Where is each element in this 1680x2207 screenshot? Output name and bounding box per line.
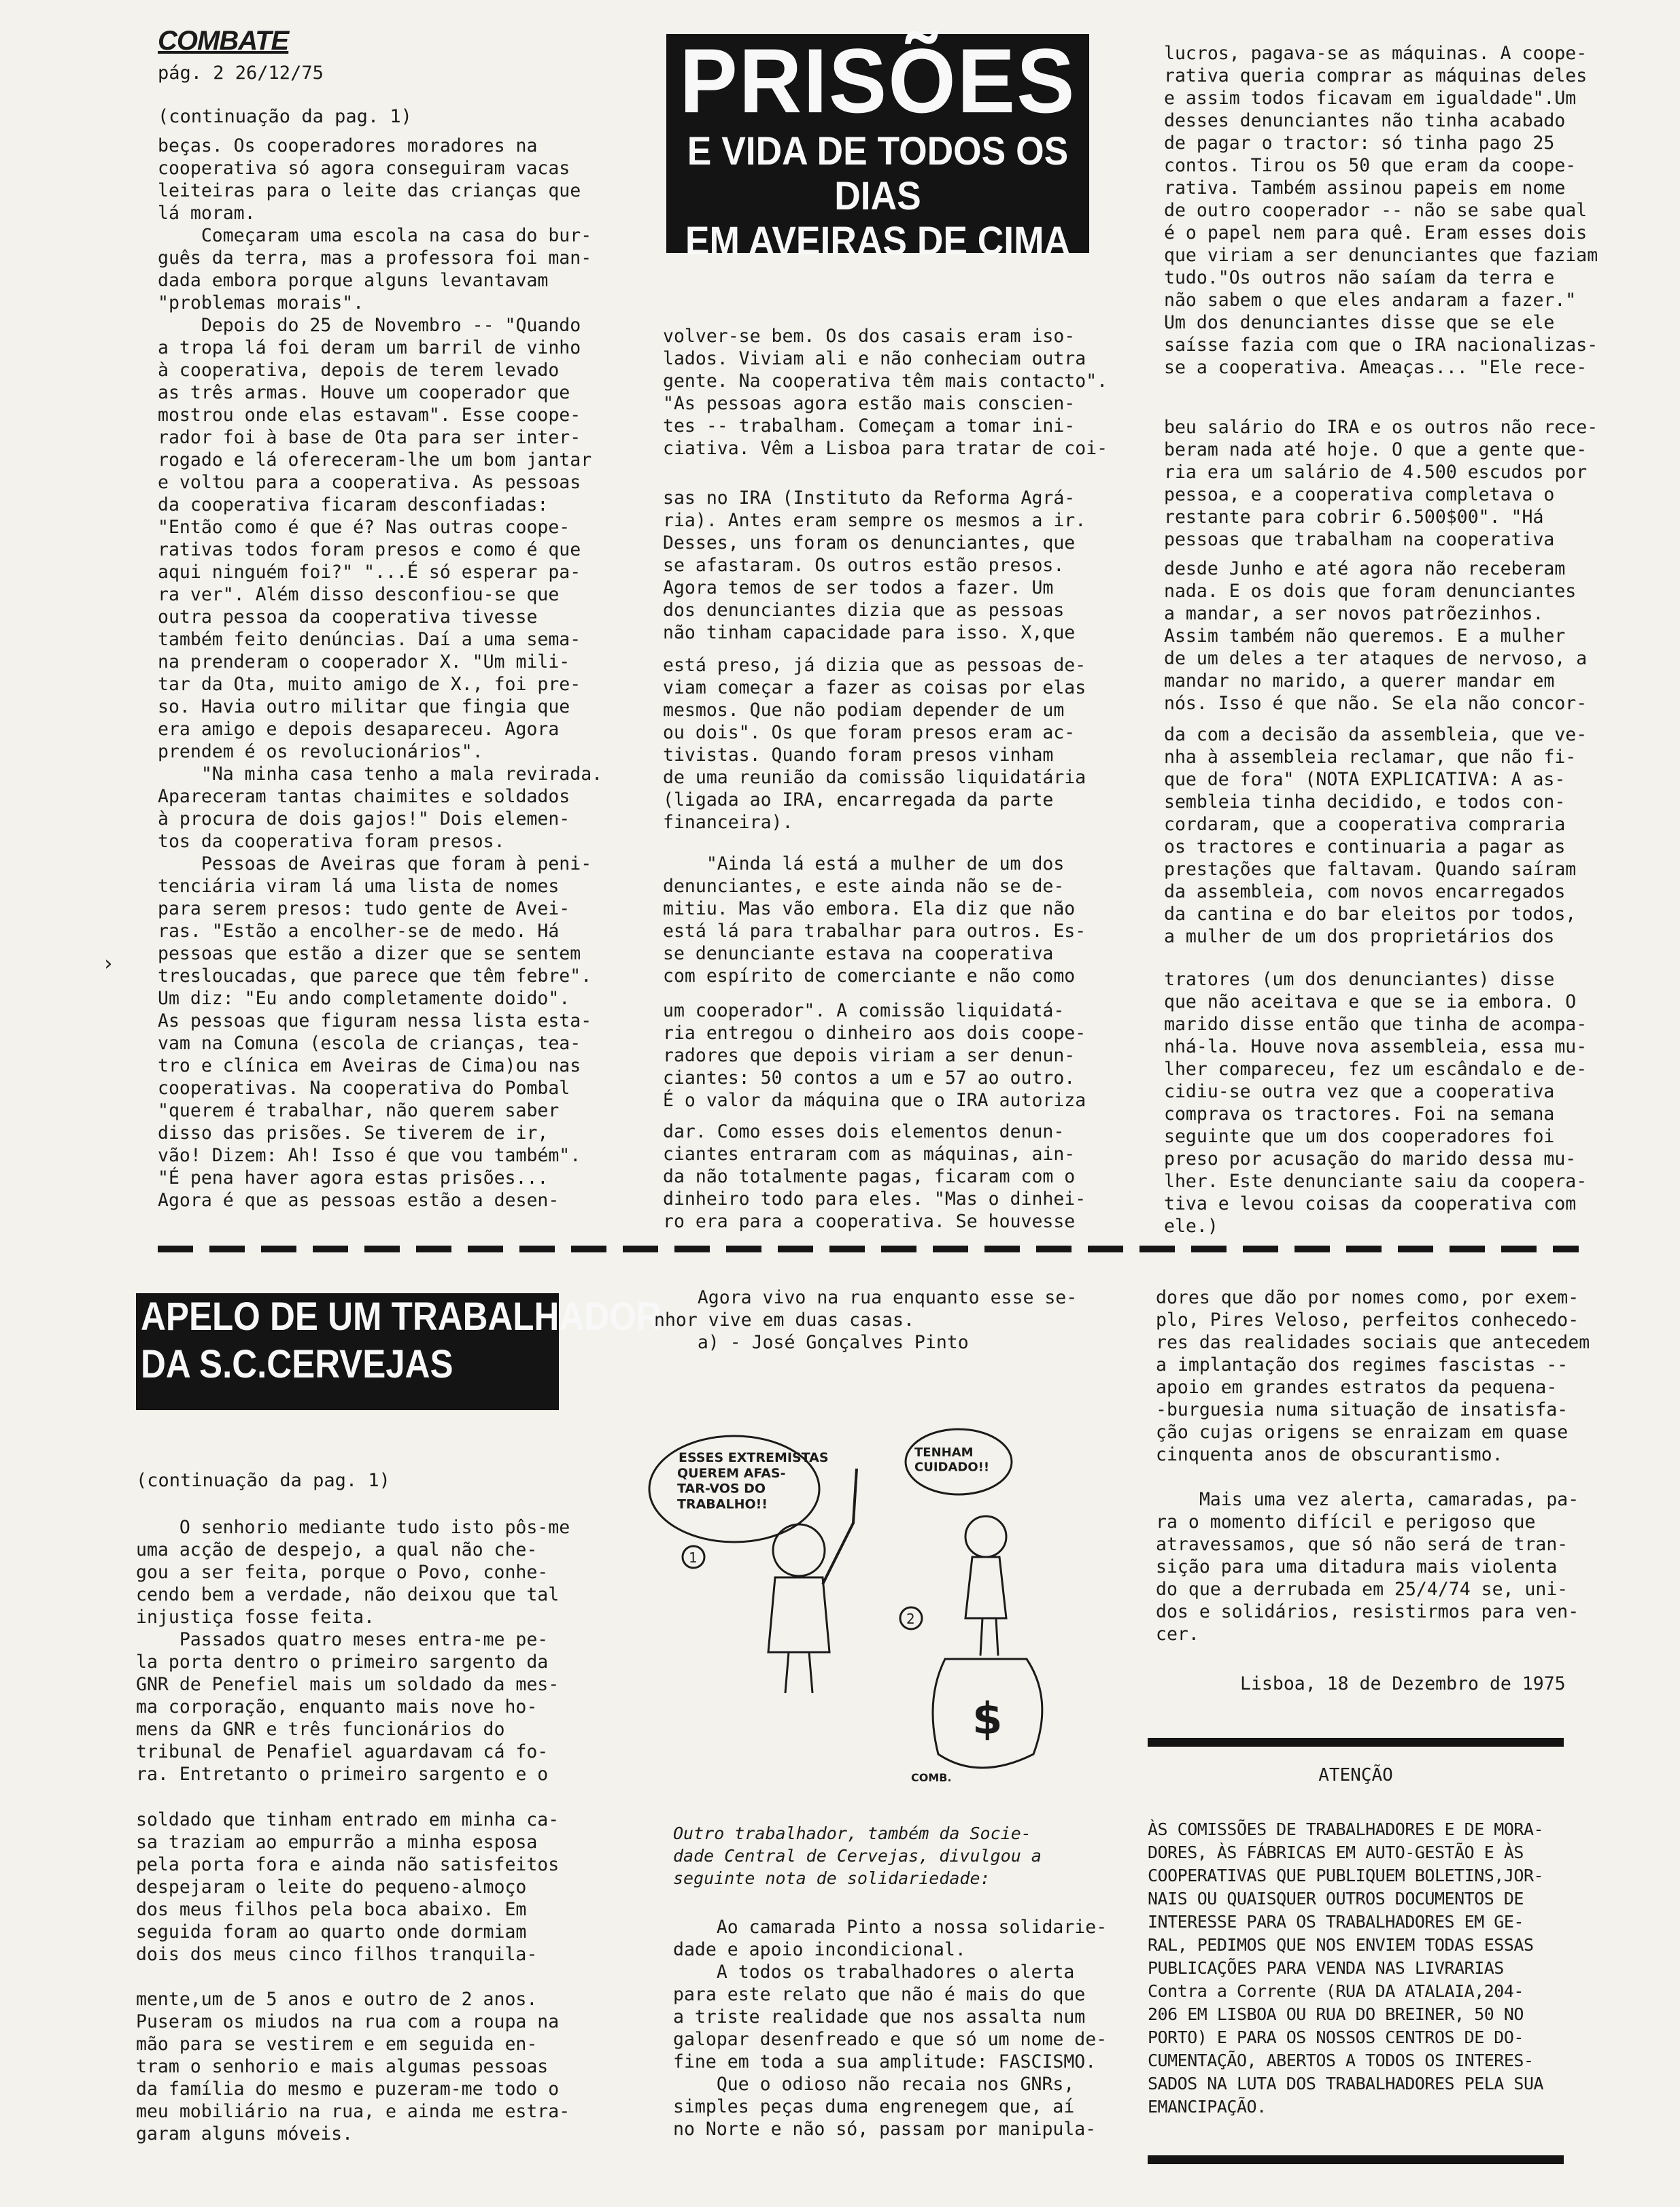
cartoon-bubble-1-line: TRABALHO!!	[677, 1496, 768, 1512]
prisoes-column-3d: da com a decisão da assembleia, que ve- nha à assembleia reclamar, que não fi- que de fora" (NOTA EXPLICATIVA: A as- sembleia tinha decidido, e todos con- cordaram, que a cooperativa compraria os tractores e continuaria a pagar as prestações que faltavam. Quando saíram da assembleia, com novos encarregados da cantina e do bar eleitos por todos, a mulher de um dos proprietários dos	[1164, 724, 1588, 947]
prisoes-column-1: beças. Os cooperadores moradores na cooperativa só agora conseguiram vacas leiteiras para o leite das crianças que lá moram. Começaram uma escola na casa do bur- guês da terra, mas a professora foi man- dada embora porque alguns levantavam "problemas morais". Depois do 25 de Novembro -- "Quando a tropa lá foi deram um barril de vinho à cooperativa, depois de terem levado as três armas. Houve um cooperador que mostrou onde elas estavam". Esse coope- rador foi à base de Ota para ser inter- rogado e lá ofereceram-lhe um bom jantar e voltou para a cooperativa. As pessoas da cooperativa ficaram desconfiadas: "Então como é que é? Nas outras coope- rativas todos foram presos e como é que aqui ninguém foi?" "...É só esperar pa- ra ver". Além disso desconfiou-se que outra pessoa da cooperativa tivesse também feito denúncias. Daí a uma sema- na prenderam o cooperador X. "Um mili- tar da Ota, muito amigo de X., foi pre- so. Havia outro militar que fingia que era amigo e depois desapareceu. Agora prendem é os revolucionários". "Na minha casa tenho a mala revirada. Apareceram tantas chaimites e soldados à procura de dois gajos!" Dois elemen- tos da cooperativa foram presos. Pessoas de Aveiras que foram à peni- tenciária viram lá uma lista de nomes para serem presos: tudo gente de Avei- ras. "Estão a encolher-se de medo. Há pessoas que estão a dizer que se sentem tresloucadas, que parece que têm febre". Um diz: "Eu ando completamente doido". As pessoas que figuram nessa lista esta- vam na Comuna (escola de crianças, tea- tro e clínica em Aveiras de Cima)ou nas cooperativas. Na cooperativa do Pombal "querem é trabalhar, não querem saber disso das prisões. Se tiverem de ir, vão! Dizem: Ah! Isso é que vou também". "É pena haver agora estas prisões... Agora é que as pessoas estão a desen-	[158, 135, 603, 1211]
apelo-column-1a: O senhorio mediante tudo isto pôs-me uma acção de despejo, a qual não che- gou a ser feita, porque o Povo, conhe- cendo bem a verdade, não deixou que tal injustiça fosse feita. Passados quatro meses entra-me pe- la porta dentro o primeiro sargento da GNR de Penefiel mais um soldado da mes- ma corporação, enquanto mais nove ho- mens da GNR e três funcionários do tribunal de Penafiel aguardavam cá fo- ra. Entretanto o primeiro sargento e o	[136, 1517, 570, 1785]
political-cartoon	[653, 1414, 1129, 1795]
page-info: pág. 2 26/12/75	[158, 63, 324, 84]
cartoon-figure-2-body	[965, 1557, 1006, 1618]
apelo-column-1c: mente,um de 5 anos e outro de 2 anos. Puseram os miudos na rua com a roupa na mão para se vestirem e em seguida en- tram o senhorio e mais algumas pessoas da família do mesmo e puzeram-me todo o meu mobiliário na rua, e ainda me estra- garam alguns móveis.	[136, 1989, 570, 2144]
cartoon-figure-1-legs	[785, 1652, 812, 1693]
cartoon-figure-2-legs	[980, 1618, 998, 1656]
cartoon-panel-1-number: 1	[689, 1550, 698, 1566]
prisoes-column-2b: sas no IRA (Instituto da Reforma Agrá- ria). Antes eram sempre os mesmos a ir. Desses, uns foram os denunciantes, que se afastaram. Os outros estão presos. Agora temos de ser todos a fazer. Um dos denunciantes dizia que as pessoas não tinham capacidade para isso. X,que	[663, 487, 1086, 643]
cartoon-figure-2-head	[965, 1516, 1006, 1557]
apelo-column-2b: Ao camarada Pinto a nossa solidarie- dade e apoio incondicional. A todos os trabalhadores o alerta para este relato que não é mais do que a triste realidade que nos assalta num galopar desenfreado e que só um nome de- fine em toda a sua amplitude: FASCISMO. Que o odioso não recaia nos GNRs, simples peças duma engrenegem que, aí no Norte e não só, passam por manipula-	[673, 1917, 1108, 2140]
prisoes-column-2f: dar. Como esses dois elementos denun- ciantes entraram com as máquinas, ain- da não totalmente pagas, ficaram com o dinheiro todo para eles. "Mas o dinhei- ro era para a cooperativa. Se houvesse	[663, 1121, 1086, 1232]
atencao-bottom-rule	[1148, 2155, 1564, 2164]
apelo-headline	[136, 1293, 662, 1410]
cartoon-panel-2-number: 2	[906, 1611, 915, 1627]
atencao-body: ÀS COMISSÕES DE TRABALHADORES E DE MORA- DORES, ÀS FÁBRICAS EM AUTO-GESTÃO E ÀS COOPERATIVAS QUE PUBLIQUEM BOLETINS,JOR- NAIS OU QUAISQUER OUTROS DOCUMENTOS DE INTERESSE PARA OS TRABALHADORES EM GE- RAL, PEDIMOS QUE NOS ENVIEM TODAS ESSAS PUBLICAÇÕES PARA VENDA NAS LIVRARIAS Contra a Corrente (RUA DA ATALAIA,204- 206 EM LISBOA OU RUA DO BREINER, 50 NO PORTO) E PARA OS NOSSOS CENTROS DE DO- CUMENTAÇÃO, ABERTOS A TODOS OS INTERES- SADOS NA LUTA DOS TRABALHADORES PELA SUA EMANCIPAÇÃO.	[1148, 1819, 1544, 2117]
prisoes-column-2d: "Ainda lá está a mulher de um dos denunciantes, e este ainda não se de- mitiu. Mas vão embora. Ela diz que não está lá para trabalhar para outros. Es- se denunciante estava na cooperativa com espírito de comerciante e não como	[663, 853, 1086, 987]
prisoes-column-2c: está preso, já dizia que as pessoas de- viam começar a fazer as coisas por elas mesmos. Que não podiam depender de um ou dois". Os que foram presos eram ac- tivistas. Quando foram presos vinham de uma reunião da comissão liquidatária (ligada ao IRA, encarregada da parte financeira).	[663, 655, 1086, 833]
cartoon-bubble-1-text	[677, 1450, 829, 1511]
prisoes-subtitle-2: EM AVEIRAS DE CIMA	[685, 219, 1071, 263]
section-divider	[158, 1246, 1579, 1252]
dollar-sign-icon: $	[972, 1694, 1003, 1745]
cartoon-bubble-1-line: ESSES EXTREMISTAS	[679, 1450, 829, 1465]
prisoes-title: PRISÕES	[679, 30, 1076, 133]
prisoes-column-3c: desde Junho e até agora não receberam nada. E os dois que foram denunciantes a mandar, a ser novos patrõezinhos. Assim também não queremos. E a mulher de um deles a ter ataques de nervoso, a mandar no marido, a querer mandar em nós. Isso é que não. Se ela não concor-	[1164, 558, 1588, 714]
prisoes-headline	[666, 30, 1089, 263]
cartoon-signature: COMB.	[911, 1771, 952, 1784]
prisoes-column-3a: lucros, pagava-se as máquinas. A coope- rativa queria comprar as máquinas deles e assim todos ficavam em igualdade".Um desses denunciantes não tinha acabado de pagar o tractor: só tinha pago 25 contos. Tirou os 50 que eram da coope- rativa. Também assinou papeis em nome de outro cooperador -- não se sabe qual é o papel nem para quê. Eram esses dois que viriam a ser denunciantes que faziam tudo."Os outros não saíam da terra e não sabem o que eles andaram a fazer." Um dos denunciantes disse que se ele saísse fazia com que o IRA nacionalizas- se a cooperativa. Ameaças... "Ele rece-	[1164, 43, 1598, 378]
cartoon-bubble-2-text	[914, 1445, 989, 1475]
cartoon-figure-1-body	[768, 1577, 829, 1652]
prisoes-column-2a: volver-se bem. Os dos casais eram iso- lados. Viviam ali e não conheciam outra gente. Na cooperativa têm mais contacto". "As pessoas agora estão mais conscien- tes -- trabalham. Começam a tomar ini- ciativa. Vêm a Lisboa para tratar de coi-	[663, 326, 1108, 459]
cartoon-bubble-2-line: CUIDADO!!	[914, 1460, 990, 1475]
apelo-solidarity-intro: Outro trabalhador, também da Socie- dade Central de Cervejas, divulgou a seguinte nota de solidariedade:	[673, 1824, 1042, 1888]
continuation-note: (continuação da pag. 1)	[158, 106, 412, 127]
cartoon-bubble-1-line: QUEREM AFAS-	[677, 1465, 786, 1481]
apelo-signoff: Lisboa, 18 de Dezembro de 1975	[1240, 1673, 1566, 1694]
apelo-title-2: DA S.C.CERVEJAS	[141, 1342, 453, 1386]
atencao-top-rule	[1148, 1738, 1564, 1747]
margin-mark: ›	[102, 952, 115, 976]
masthead-logo: COMBATE	[158, 26, 289, 56]
apelo-column-1b: soldado que tinham entrado em minha ca- sa traziam ao empurrão a minha esposa pela porta fora e ainda não satisfeitos despejaram o leite do pequeno-almoço dos meus filhos pela boca abaixo. Em seguida foram ao quarto onde dormiam dois dos meus cinco filhos tranquila-	[136, 1809, 560, 1965]
atencao-title: ATENÇÃO	[1318, 1765, 1393, 1785]
prisoes-column-2e: um cooperador". A comissão liquidatá- ria entregou o dinheiro aos dois coope- radores que depois viriam a ser denun- ciantes: 50 contos a um e 57 ao outro. É o valor da máquina que o IRA autoriza	[663, 1000, 1086, 1111]
prisoes-column-3e: tratores (um dos denunciantes) disse que não aceitava e que se ia embora. O marido disse então que tinha de acompa- nhá-la. Houve nova assembleia, essa mu- lher compareceu, fez um escândalo e de- cidiu-se outra vez que a cooperativa comprava os tractores. Foi na semana seguinte que um dos cooperadores foi preso por acusação do marido dessa mu- lher. Este denunciante saiu da coopera- tiva e levou coisas da cooperativa com ele.)	[1164, 969, 1588, 1237]
cartoon-figure-1-head	[773, 1524, 825, 1576]
cartoon-bubble-1-line: TAR-VOS DO	[677, 1481, 766, 1496]
prisoes-column-3b: beu salário do IRA e os outros não rece- beram nada até hoje. O que a gente que- ria era um salário de 4.500 escudos por pessoa, e a cooperativa completava o restante para cobrir 6.500$00". "Há pessoas que trabalham na cooperativa	[1164, 417, 1598, 550]
cartoon-figure-1-arm	[823, 1469, 857, 1584]
cartoon-bubble-2-line: TENHAM	[914, 1445, 974, 1460]
apelo-title-1: APELO DE UM TRABALHADOR	[141, 1295, 662, 1339]
apelo-column-2a: Agora vivo na rua enquanto esse se- nhor vive em duas casas. a) - José Gonçalves Pinto	[654, 1287, 1078, 1353]
apelo-continuation-note: (continuação da pag. 1)	[136, 1470, 390, 1491]
prisoes-subtitle-1: E VIDA DE TODOS OS DIAS	[687, 129, 1069, 218]
apelo-column-3: dores que dão por nomes como, por exem- plo, Pires Veloso, perfeitos conhecedo- res das realidades sociais que antecedem a implantação dos regimes fascistas -- apoio em grandes estratos da pequena- -burguesia numa situação de insatisfa- ção cujas origens se enraizam em quase cinquenta anos de obscurantismo. Mais uma vez alerta, camaradas, pa- ra o momento difícil e perigoso que atravessamos, que só não será de tran- sição para uma ditadura mais violenta do que a derrubada em 25/4/74 se, uni- dos e solidários, resistirmos para ven- cer.	[1156, 1287, 1590, 1645]
